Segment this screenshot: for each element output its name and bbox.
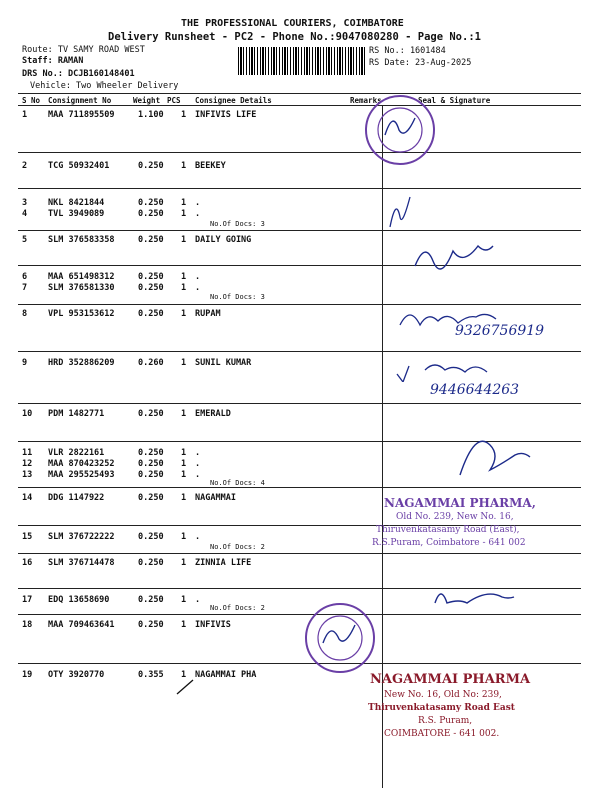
row-weight: 0.250 [138,309,164,319]
row-sno: 13 [22,470,33,480]
rs-date: RS Date: 23-Aug-2025 [369,58,472,68]
row-consignment-no: SLM 376581330 [48,283,115,293]
row-weight: 0.250 [138,272,164,282]
row-consignment-no: SLM 376583358 [48,235,115,245]
stamp-address-line: R.S.Puram, Coimbatore - 641 002 [372,538,526,548]
col-consignee: Consignee Details [195,96,272,105]
row-consignee: ZINNIA LIFE [195,558,252,568]
row-weight: 0.250 [138,283,164,293]
row-pcs: 1 [181,558,187,568]
rs-number: RS No.: 1601484 [369,46,446,56]
company-title: THE PROFESSIONAL COURIERS, COIMBATORE [181,18,404,29]
handwritten-phone: 9326756919 [455,323,545,339]
row-weight: 0.250 [138,409,164,419]
row-sno: 10 [22,409,33,419]
runsheet-subtitle: Delivery Runsheet - PC2 - Phone No.:9047080280 - Page No.:1 [108,31,481,43]
row-divider [18,351,581,352]
docs-note: No.Of Docs: 3 [210,293,265,301]
row-consignee: . [195,532,201,542]
row-weight: 0.250 [138,532,164,542]
row-sno: 5 [22,235,28,245]
docs-note: No.Of Docs: 3 [210,220,265,228]
row-consignment-no: SLM 376722222 [48,532,115,542]
drs-label: DRS No.: DCJB160148401 [22,69,135,79]
row-consignee: . [195,283,201,293]
row-consignment-no: VPL 953153612 [48,309,115,319]
col-remarks: Remarks [350,96,382,105]
row-consignee: . [195,209,201,219]
row-pcs: 1 [181,161,187,171]
row-consignment-no: MAA 870423252 [48,459,115,469]
row-pcs: 1 [181,595,187,605]
row-weight: 0.250 [138,459,164,469]
row-sno: 7 [22,283,28,293]
row-pcs: 1 [181,620,187,630]
row-pcs: 1 [181,670,187,680]
stamp-address-line: Thiruvenkatasamy Road East [368,703,515,713]
row-consignee: . [195,272,201,282]
row-weight: 0.260 [138,358,164,368]
row-sno: 11 [22,448,33,458]
row-consignment-no: NKL 8421844 [48,198,105,208]
stamp-address-line: New No. 16, Old No: 239, [384,690,502,700]
stamp-address-line: R.S. Puram, [418,716,473,726]
row-consignment-no: PDM 1482771 [48,409,105,419]
row-pcs: 1 [181,448,187,458]
row-weight: 0.250 [138,198,164,208]
row-consignment-no: MAA 651498312 [48,272,115,282]
row-pcs: 1 [181,470,187,480]
row-sno: 6 [22,272,28,282]
row-consignee: INFIVIS LIFE [195,110,257,120]
row-weight: 1.100 [138,110,164,120]
row-consignment-no: HRD 352886209 [48,358,115,368]
stamp-company-name: NAGAMMAI PHARMA, [384,496,536,510]
header-bottom-rule [18,105,581,106]
row-consignment-no: DDG 1147922 [48,493,105,503]
row-weight: 0.250 [138,161,164,171]
row-divider [18,487,581,488]
row-pcs: 1 [181,283,187,293]
row-sno: 16 [22,558,33,568]
signature-name [395,360,505,382]
row-consignee: . [195,448,201,458]
signature-mark [450,425,540,485]
row-consignment-no: MAA 295525493 [48,470,115,480]
col-sno: S No [22,96,41,105]
row-sno: 19 [22,670,33,680]
docs-note: No.Of Docs: 2 [210,604,265,612]
row-sno: 4 [22,209,28,219]
row-consignee: SUNIL KUMAR [195,358,252,368]
row-pcs: 1 [181,110,187,120]
signature-mark [410,236,500,276]
row-pcs: 1 [181,235,187,245]
row-pcs: 1 [181,309,187,319]
row-weight: 0.250 [138,209,164,219]
row-weight: 0.355 [138,670,164,680]
row-sno: 17 [22,595,33,605]
docs-note: No.Of Docs: 4 [210,479,265,487]
row-pcs: 1 [181,493,187,503]
stamp-address-line: Old No. 239, New No. 16, [396,512,514,522]
row-divider [18,152,581,153]
row-divider [18,553,581,554]
row-consignment-no: VLR 2822161 [48,448,105,458]
row-pcs: 1 [181,358,187,368]
stamp-company-name: NAGAMMAI PHARMA [370,672,531,687]
row-consignment-no: TVL 3949089 [48,209,105,219]
header-top-rule [18,93,581,94]
row-weight: 0.250 [138,493,164,503]
row-consignee: NAGAMMAI [195,493,236,503]
row-weight: 0.250 [138,470,164,480]
round-seal-stamp [345,90,445,165]
row-consignee: . [195,459,201,469]
row-divider [18,403,581,404]
staff-label: Staff: RAMAN [22,56,84,66]
stamp-address-line: Thiruvenkatasamy Road (East), [376,525,520,535]
row-sno: 14 [22,493,33,503]
row-pcs: 1 [181,272,187,282]
row-consignee: DAILY GOING [195,235,252,245]
row-pcs: 1 [181,409,187,419]
row-pcs: 1 [181,198,187,208]
row-sno: 18 [22,620,33,630]
tick-mark [175,678,195,696]
row-consignment-no: MAA 711895509 [48,110,115,120]
row-weight: 0.250 [138,620,164,630]
docs-note: No.Of Docs: 2 [210,543,265,551]
row-consignee: RUPAM [195,309,221,319]
row-consignee: INFIVIS [195,620,231,630]
signature-mark [385,192,415,232]
route-label: Route: TV SAMY ROAD WEST [22,45,145,55]
row-sno: 8 [22,309,28,319]
row-sno: 2 [22,161,28,171]
row-weight: 0.250 [138,448,164,458]
row-consignee: NAGAMMAI PHA [195,670,257,680]
row-pcs: 1 [181,209,187,219]
row-consignee: BEEKEY [195,161,226,171]
stamp-address-line: COIMBATORE - 641 002. [384,729,500,739]
col-seal: Seal & Signature [418,96,491,105]
row-divider [18,188,581,189]
signature-mark [430,583,520,613]
row-weight: 0.250 [138,235,164,245]
row-consignment-no: EDQ 13658690 [48,595,110,605]
vehicle-label: Vehicle: Two Wheeler Delivery [30,81,179,91]
round-seal-stamp [295,598,385,676]
row-consignment-no: MAA 709463641 [48,620,115,630]
row-weight: 0.250 [138,558,164,568]
col-weight: Weight [133,96,161,105]
row-sno: 1 [22,110,28,120]
handwritten-phone: 9446644263 [430,382,520,398]
row-weight: 0.250 [138,595,164,605]
row-sno: 9 [22,358,28,368]
row-sno: 3 [22,198,28,208]
row-pcs: 1 [181,459,187,469]
row-consignment-no: SLM 376714478 [48,558,115,568]
row-consignment-no: TCG 50932401 [48,161,110,171]
row-consignee: . [195,198,201,208]
row-consignee: . [195,470,201,480]
row-consignee: EMERALD [195,409,231,419]
barcode [238,47,366,75]
row-consignment-no: OTY 3920770 [48,670,105,680]
row-consignee: . [195,595,201,605]
col-consignment: Consignment No [48,96,112,105]
row-sno: 15 [22,532,33,542]
row-pcs: 1 [181,532,187,542]
row-sno: 12 [22,459,33,469]
row-divider [18,230,581,231]
col-pcs: PCS [167,96,181,105]
